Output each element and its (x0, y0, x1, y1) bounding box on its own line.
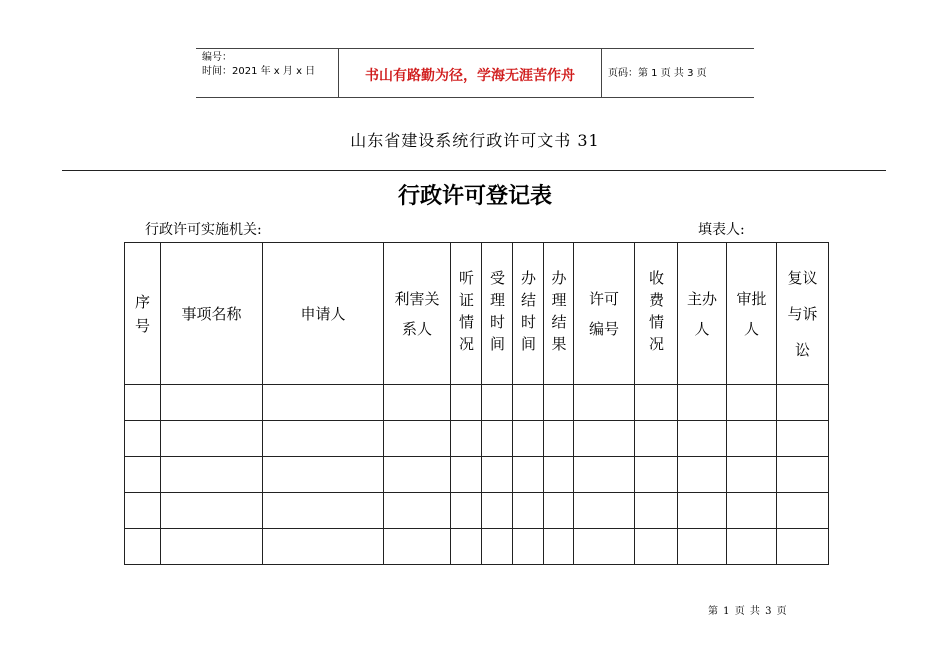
header-page-cell (602, 49, 754, 97)
page-info: 页码：第 1 页 共 3 页 (608, 68, 707, 79)
table-cell-item[interactable] (161, 493, 263, 529)
table-cell-fee[interactable] (635, 421, 678, 457)
table-header-row (125, 243, 829, 385)
table-cell-accept[interactable] (482, 385, 513, 421)
table-cell-hearing[interactable] (451, 493, 482, 529)
table-cell-applicant[interactable] (263, 385, 384, 421)
slogan: 书山有路勤为径，学海无涯苦作舟 (365, 68, 575, 84)
column-header-review: 复议与诉讼 (777, 243, 829, 385)
table-cell-item[interactable] (161, 457, 263, 493)
table-cell-result[interactable] (544, 385, 574, 421)
column-header-item: 事项名称 (161, 243, 263, 385)
table-cell-applicant[interactable] (263, 529, 384, 565)
table-row (125, 457, 829, 493)
table-row (125, 385, 829, 421)
table-cell-accept[interactable] (482, 493, 513, 529)
agency-label: 行政许可实施机关: (145, 222, 262, 238)
column-header-fee: 收费情况 (635, 243, 678, 385)
header-meta-cell (196, 49, 339, 97)
table-cell-seq[interactable] (125, 421, 161, 457)
document-title: 山东省建设系统行政许可文书 31 (350, 131, 600, 150)
table-cell-permit_no[interactable] (574, 457, 635, 493)
table-cell-applicant[interactable] (263, 493, 384, 529)
table-cell-party[interactable] (384, 457, 451, 493)
table-cell-finish[interactable] (513, 457, 544, 493)
table-cell-handler[interactable] (678, 385, 727, 421)
table-row (125, 529, 829, 565)
filler-label: 填表人: (698, 222, 745, 238)
table-cell-party[interactable] (384, 493, 451, 529)
column-header-party: 利害关系人 (384, 243, 451, 385)
serial-label: 编号： (202, 52, 232, 63)
table-cell-handler[interactable] (678, 421, 727, 457)
table-cell-item[interactable] (161, 421, 263, 457)
table-cell-accept[interactable] (482, 529, 513, 565)
page-footer: 第 1 页 共 3 页 (708, 606, 788, 617)
table-cell-seq[interactable] (125, 493, 161, 529)
table-cell-permit_no[interactable] (574, 493, 635, 529)
table-cell-finish[interactable] (513, 529, 544, 565)
column-header-applicant: 申请人 (263, 243, 384, 385)
table-cell-review[interactable] (777, 457, 829, 493)
table-cell-party[interactable] (384, 529, 451, 565)
column-header-handler: 主办人 (678, 243, 727, 385)
table-cell-handler[interactable] (678, 529, 727, 565)
table-cell-handler[interactable] (678, 457, 727, 493)
form-title: 行政许可登记表 (397, 184, 552, 209)
table-cell-fee[interactable] (635, 457, 678, 493)
column-header-finish: 办结时间 (513, 243, 544, 385)
header-slogan-cell (339, 49, 602, 97)
table-cell-permit_no[interactable] (574, 529, 635, 565)
table-row (125, 493, 829, 529)
table-cell-seq[interactable] (125, 457, 161, 493)
table-cell-review[interactable] (777, 493, 829, 529)
table-cell-permit_no[interactable] (574, 385, 635, 421)
column-header-seq: 序号 (125, 243, 161, 385)
registration-table (124, 242, 829, 565)
table-cell-fee[interactable] (635, 529, 678, 565)
column-header-accept: 受理时间 (482, 243, 513, 385)
table-row (125, 421, 829, 457)
table-cell-result[interactable] (544, 493, 574, 529)
column-header-permit-no: 许可编号 (574, 243, 635, 385)
table-cell-review[interactable] (777, 529, 829, 565)
table-cell-result[interactable] (544, 421, 574, 457)
table-cell-approver[interactable] (727, 385, 777, 421)
column-header-result: 办理结果 (544, 243, 574, 385)
page-header (196, 48, 754, 98)
table-cell-fee[interactable] (635, 493, 678, 529)
table-cell-finish[interactable] (513, 421, 544, 457)
table-cell-party[interactable] (384, 385, 451, 421)
table-cell-finish[interactable] (513, 385, 544, 421)
table-cell-party[interactable] (384, 421, 451, 457)
table-cell-hearing[interactable] (451, 457, 482, 493)
table-cell-seq[interactable] (125, 529, 161, 565)
table-cell-result[interactable] (544, 529, 574, 565)
table-cell-permit_no[interactable] (574, 421, 635, 457)
table-cell-review[interactable] (777, 421, 829, 457)
table-cell-hearing[interactable] (451, 529, 482, 565)
time-label: 时间：2021 年 x 月 x 日 (202, 66, 316, 77)
table-cell-accept[interactable] (482, 457, 513, 493)
table-cell-item[interactable] (161, 529, 263, 565)
table-cell-approver[interactable] (727, 493, 777, 529)
table-cell-hearing[interactable] (451, 385, 482, 421)
table-cell-approver[interactable] (727, 529, 777, 565)
table-cell-approver[interactable] (727, 421, 777, 457)
table-cell-review[interactable] (777, 385, 829, 421)
column-header-approver: 审批人 (727, 243, 777, 385)
title-divider (62, 170, 886, 171)
table-cell-accept[interactable] (482, 421, 513, 457)
table-cell-fee[interactable] (635, 385, 678, 421)
table-cell-hearing[interactable] (451, 421, 482, 457)
table-cell-result[interactable] (544, 457, 574, 493)
column-header-hearing: 听证情况 (451, 243, 482, 385)
table-cell-applicant[interactable] (263, 457, 384, 493)
table-cell-approver[interactable] (727, 457, 777, 493)
table-cell-finish[interactable] (513, 493, 544, 529)
table-cell-applicant[interactable] (263, 421, 384, 457)
table-cell-handler[interactable] (678, 493, 727, 529)
table-cell-item[interactable] (161, 385, 263, 421)
table-cell-seq[interactable] (125, 385, 161, 421)
